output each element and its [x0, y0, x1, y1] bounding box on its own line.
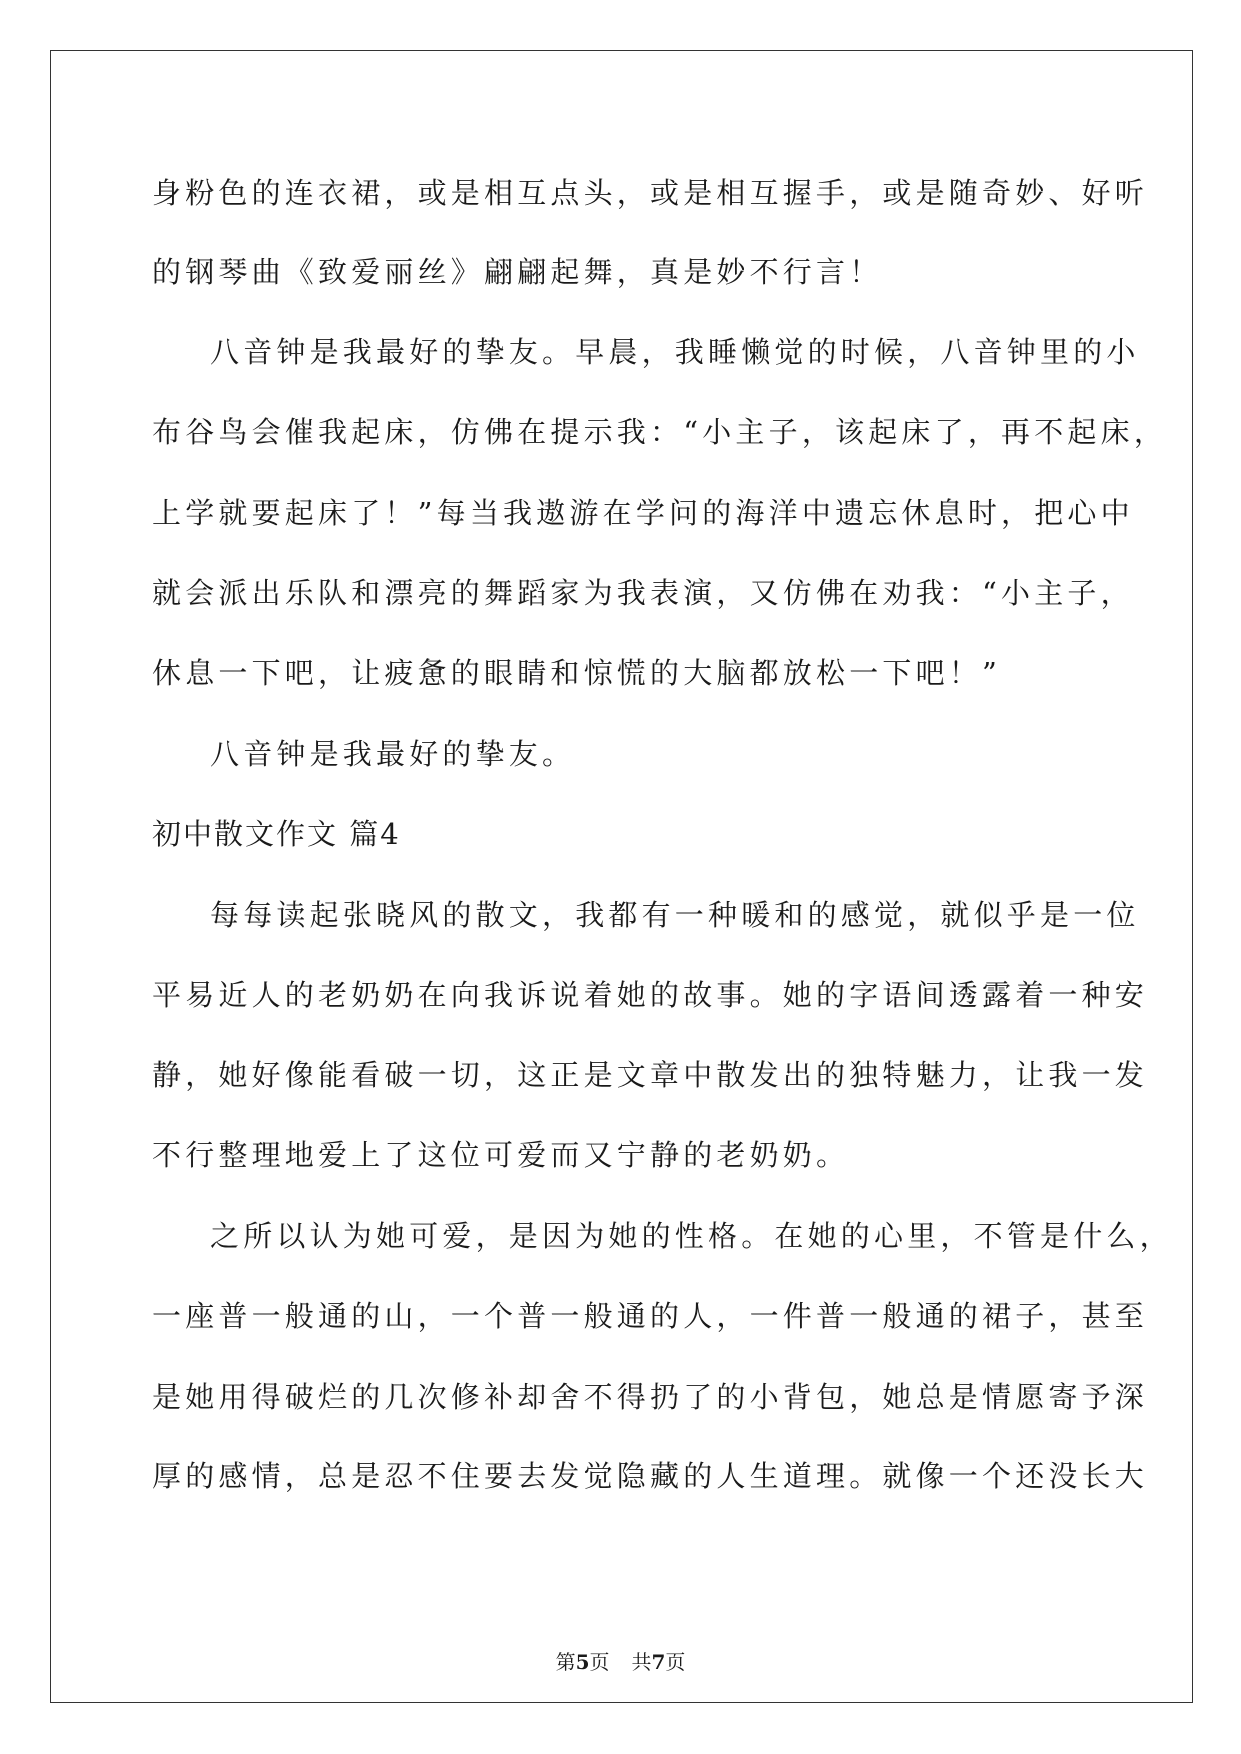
paragraph-first-line: 八音钟是我最好的挚友。早晨，我睡懒觉的时候，八音钟里的小	[210, 335, 1140, 369]
paragraph-first-line: 之所以认为她可爱，是因为她的性格。在她的心里，不管是什么，	[210, 1219, 1173, 1253]
body-text-line: 布谷鸟会催我起床，仿佛在提示我：“小主子，该起床了，再不起床，	[152, 415, 1168, 449]
body-text-line: 休息一下吧，让疲惫的眼睛和惊慌的大脑都放松一下吧！”	[152, 656, 1002, 690]
page-footer	[0, 1650, 1241, 1674]
body-text-line: 平易近人的老奶奶在向我诉说着她的故事。她的字语间透露着一种安	[152, 978, 1149, 1012]
body-text-line: 是她用得破烂的几次修补却舍不得扔了的小背包，她总是情愿寄予深	[152, 1380, 1149, 1414]
page-border	[50, 50, 1193, 1703]
body-text-line: 的钢琴曲《致爱丽丝》翩翩起舞，真是妙不行言！	[152, 255, 883, 289]
body-text-line: 不行整理地爱上了这位可爱而又宁静的老奶奶。	[152, 1138, 850, 1172]
body-text-line: 上学就要起床了！”每当我遨游在学问的海洋中遗忘休息时，把心中	[152, 496, 1134, 530]
page-number-suffix: 页	[589, 1650, 610, 1674]
paragraph-first-line: 八音钟是我最好的挚友。	[210, 737, 576, 771]
page-number: 5	[575, 1650, 590, 1674]
total-pages: 7	[651, 1650, 666, 1674]
paragraph-first-line: 每每读起张晓风的散文，我都有一种暖和的感觉，就似乎是一位	[210, 898, 1140, 932]
total-pages-prefix: 共	[631, 1650, 652, 1674]
body-text-line: 身粉色的连衣裙，或是相互点头，或是相互握手，或是随奇妙、好听	[152, 176, 1149, 210]
total-pages-suffix: 页	[665, 1650, 686, 1674]
body-text-line: 厚的感情，总是忍不住要去发觉隐藏的人生道理。就像一个还没长大	[152, 1459, 1149, 1493]
body-text-line: 静，她好像能看破一切，这正是文章中散发出的独特魅力，让我一发	[152, 1058, 1149, 1092]
body-text-line: 就会派出乐队和漂亮的舞蹈家为我表演，又仿佛在劝我：“小主子，	[152, 576, 1134, 610]
body-text-line: 一座普一般通的山，一个普一般通的人，一件普一般通的裙子，甚至	[152, 1299, 1149, 1333]
page-number-prefix: 第	[555, 1650, 576, 1674]
section-heading: 初中散文作文 篇4	[152, 817, 401, 851]
